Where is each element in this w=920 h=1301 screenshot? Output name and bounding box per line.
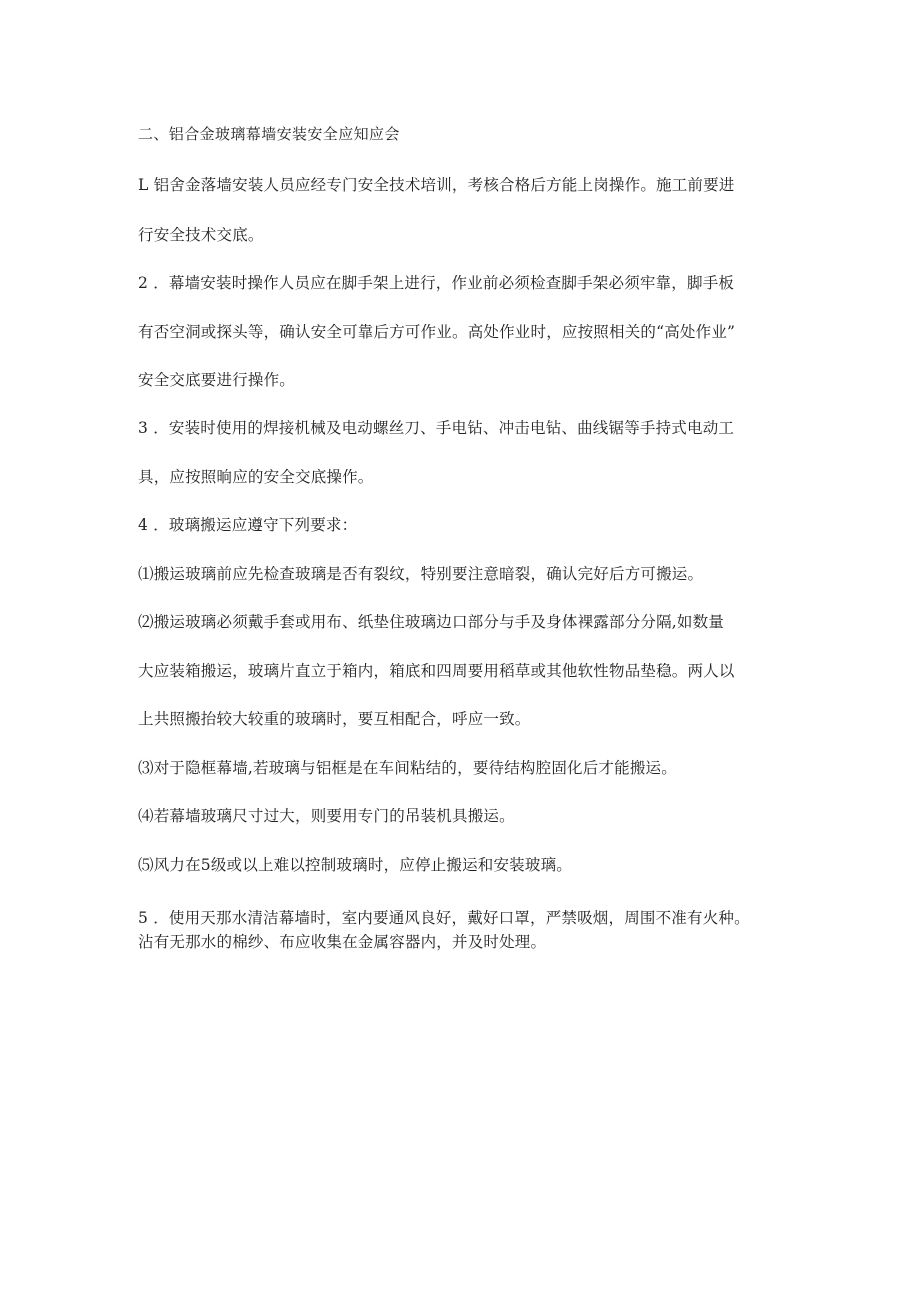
- text-line: ⑵搬运玻璃必须戴手套或用布、纸垫住玻璃边口部分与手及身体裸露部分分隔,如数量: [138, 613, 725, 631]
- text-line: 2 ．幕墙安装时操作人员应在脚手架上进行，作业前必须检查脚手架必须牢靠，脚手板: [138, 274, 735, 292]
- section-heading: 二、铝合金玻璃幕墙安装安全应知应会: [138, 125, 400, 143]
- text-line: ⑶对于隐框幕墙,若玻璃与铝框是在车间粘结的，要待结构腔固化后才能搬运。: [138, 759, 677, 777]
- text-line: ⑴搬运玻璃前应先检查玻璃是否有裂纹，特别要注意暗裂，确认完好后方可搬运。: [138, 565, 704, 583]
- text-line: 具，应按照晌应的安全交底操作。: [138, 468, 374, 486]
- text-line: L 铝舍金落墙安装人员应经专门安全技术培训，考核合格后方能上岗操作。施工前要进: [138, 176, 735, 194]
- text-line: 沾有无那水的棉纱、布应收集在金属容器内，并及时处理。: [138, 933, 547, 951]
- text-line: 有否空洞或探头等，确认安全可靠后方可作业。高处作业时，应按照相关的“高处作业”: [138, 323, 736, 341]
- text-line: ⑸风力在5级或以上难以控制玻璃时，应停止搬运和安装玻璃。: [138, 856, 572, 874]
- text-line: 3 ．安装时使用的焊接机械及电动螺丝刀、手电钻、冲击电钻、曲线锯等手持式电动工: [138, 419, 735, 437]
- text-line: 安全交底要进行操作。: [138, 371, 296, 389]
- text-line: 上共照搬抬较大较重的玻璃时，要互相配合，呼应一致。: [138, 710, 531, 728]
- text-line: 大应装箱搬运，玻璃片直立于箱内，箱底和四周要用稻草或其他软性物品垫稳。两人以: [138, 662, 735, 680]
- text-line: 4 ．玻璃搬运应遵守下列要求：: [138, 516, 358, 534]
- text-line: 5 ．使用天那水清洁幕墙时，室内要通风良好，戴好口罩，严禁吸烟，周围不准有火种。: [138, 909, 750, 927]
- text-line: ⑷若幕墙玻璃尺寸过大，则要用专门的吊装机具搬运。: [138, 807, 515, 825]
- text-line: 行安全技术交底。: [138, 226, 264, 244]
